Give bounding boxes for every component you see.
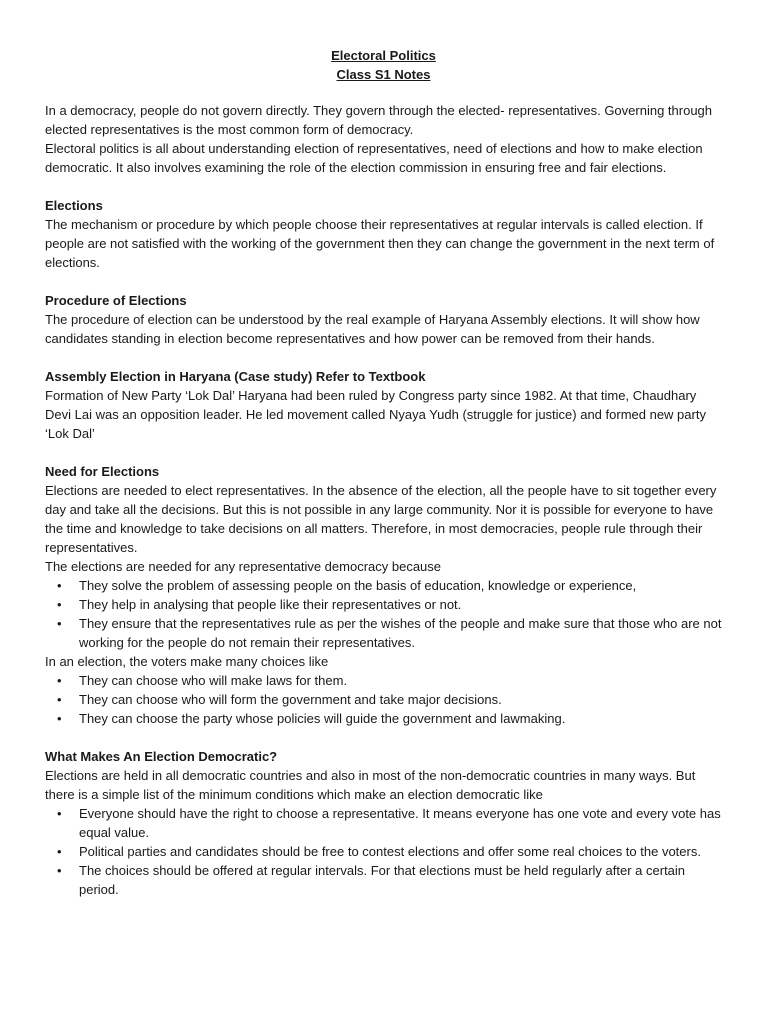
democratic-conditions-list (45, 804, 722, 899)
procedure-body: The procedure of election can be understood by the real example of Haryana Assembly elections. It will show how candidates standing in election become representatives and how power can be removed from their hands. (45, 312, 700, 346)
list-item: • The choices should be offered at regular intervals. For that elections must be held regularly after a certain period. (45, 861, 722, 899)
haryana-body: Formation of New Party ‘Lok Dal’ Haryana had been ruled by Congress party since 1982. At that time, Chaudhary Devi Lai was an opposition leader. He led movement called Nyaya Yudh (struggle for justice) and formed new party ‘Lok Dal’ (45, 388, 706, 441)
list-item: • They ensure that the representatives rule as per the wishes of the people and make sure that those who are not working for the people do not remain their representatives. (45, 614, 722, 652)
title-line-2: Class S1 Notes (336, 67, 431, 82)
list-item: • They help in analysing that people like their representatives or not. (45, 595, 722, 614)
need-heading: Need for Elections (45, 464, 160, 479)
elections-body: The mechanism or procedure by which people choose their representatives at regular intervals is called election. If people are not satisfied with the working of the government then they can change the government in the next term of elections. (45, 217, 715, 270)
list-item: • They can choose who will make laws for them. (45, 671, 722, 690)
democratic-body: Elections are held in all democratic countries and also in most of the non-democratic countries in many ways. But there is a simple list of the minimum conditions which make an election democratic like (45, 768, 696, 802)
title-line-1: Electoral Politics (331, 48, 436, 63)
need-choices-intro: In an election, the voters make many choices like (45, 654, 329, 669)
haryana-heading: Assembly Election in Haryana (Case study) Refer to Textbook (45, 369, 426, 384)
need-because-intro: The elections are needed for any representative democracy because (45, 559, 442, 574)
intro-paragraph-2: Electoral politics is all about understanding election of representatives, need of elections and how to make election democratic. It also involves examining the role of the election commission in ensuring free and fair elections. (45, 141, 703, 175)
procedure-heading: Procedure of Elections (45, 293, 187, 308)
intro-paragraph-1: In a democracy, people do not govern directly. They govern through the elected- representatives. Governing through elected representatives is the most common form of democracy. (45, 103, 713, 137)
list-item: • Everyone should have the right to choose a representative. It means everyone has one vote and every vote has equal value. (45, 804, 722, 842)
list-item: • Political parties and candidates should be free to contest elections and offer some real choices to the voters. (45, 842, 722, 861)
democratic-heading: What Makes An Election Democratic? (45, 749, 278, 764)
list-item: • They can choose who will form the government and take major decisions. (45, 690, 722, 709)
need-choices-list (45, 671, 722, 728)
list-item: • They can choose the party whose policies will guide the government and lawmaking. (45, 709, 722, 728)
document-title (45, 46, 722, 84)
elections-heading: Elections (45, 198, 103, 213)
need-because-list (45, 576, 722, 652)
need-body: Elections are needed to elect representatives. In the absence of the election, all the people have to sit together every day and take all the decisions. But this is not possible in any large community. Nor it is possible for everyone to have the time and knowledge to take decisions on all matters. Therefore, in most democracies, people rule through their representatives. (45, 483, 717, 555)
list-item: • They solve the problem of assessing people on the basis of education, knowledge or experience, (45, 576, 722, 595)
